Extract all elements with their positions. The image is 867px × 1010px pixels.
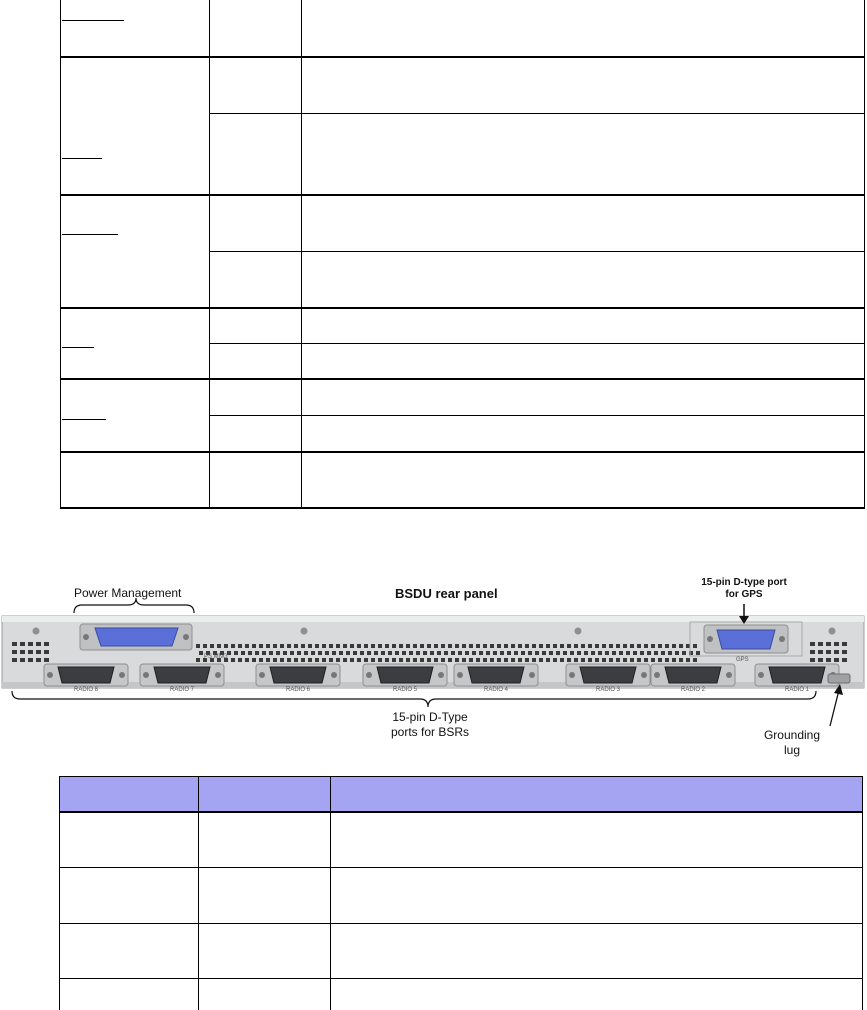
power-management-label: Power Management	[74, 586, 182, 600]
bsr-ports-label-line2: ports for BSRs	[390, 725, 470, 739]
table-row-separator	[60, 307, 865, 309]
table-subrow-separator	[209, 113, 865, 114]
radio-ports	[44, 664, 839, 686]
table-row-separator	[60, 451, 865, 453]
radio-port-silkscreen: RADIO 7	[169, 687, 194, 693]
gps-connector	[704, 625, 788, 653]
ps-mng-silkscreen: PS MNG	[204, 654, 228, 660]
cell-underline-stub	[62, 158, 102, 159]
radio-port-silkscreen: RADIO 6	[285, 687, 310, 693]
grounding-label-line1: Grounding	[763, 728, 821, 742]
table-column-divider-2	[301, 0, 302, 508]
radio-port-connector	[256, 664, 340, 686]
radio-port-silkscreen: RADIO 8	[73, 687, 98, 693]
gps-port-label-line2: for GPS	[725, 589, 763, 600]
radio-port-silkscreen: RADIO 2	[680, 687, 705, 693]
table-column-divider-1	[209, 0, 210, 508]
cell-underline-stub	[62, 347, 94, 348]
table-row-separator	[60, 194, 865, 196]
cell-underline-stub	[62, 234, 118, 235]
table-row-separator	[60, 56, 865, 58]
grounding-lug-shape	[828, 674, 850, 683]
table-row-separator	[59, 923, 863, 924]
bottom-table	[57, 776, 863, 1010]
radio-port-connector	[651, 664, 735, 686]
table-subrow-separator	[209, 343, 865, 344]
table-border-bottom	[60, 507, 865, 509]
table-row-separator	[59, 867, 863, 868]
cell-underline-stub	[62, 419, 106, 420]
radio-port-connector	[44, 664, 128, 686]
table-header-row	[59, 776, 862, 811]
table-border-top	[59, 776, 863, 777]
power-management-connector	[80, 624, 192, 650]
table-row-separator	[60, 378, 865, 380]
table-border-left	[60, 0, 61, 508]
gps-silkscreen: GPS	[736, 657, 749, 663]
radio-port-connector	[140, 664, 224, 686]
radio-port-silkscreen: RADIO 1	[784, 687, 809, 693]
table-subrow-separator	[209, 251, 865, 252]
radio-port-connector	[363, 664, 447, 686]
table-row-separator	[59, 978, 863, 979]
bsdu-rear-panel-figure	[0, 560, 867, 765]
grounding-label-line2: lug	[783, 743, 800, 757]
radio-port-connector	[454, 664, 538, 686]
gps-port-label-line1: 15-pin D-type port	[701, 577, 787, 588]
figure-title: BSDU rear panel	[395, 586, 498, 601]
radio-port-silkscreen: RADIO 4	[483, 687, 508, 693]
chassis-top-lip	[2, 616, 864, 622]
radio-port-silkscreen: RADIO 5	[392, 687, 417, 693]
radio-port-connector	[566, 664, 650, 686]
radio-port-silkscreen: RADIO 3	[595, 687, 620, 693]
table-header-bottom	[59, 811, 863, 813]
bsr-ports-label-line1: 15-pin D-Type	[392, 710, 468, 724]
table-border-right	[864, 0, 865, 508]
table-subrow-separator	[209, 415, 865, 416]
radio-port-connector	[755, 664, 839, 686]
cell-underline-stub	[62, 20, 124, 21]
